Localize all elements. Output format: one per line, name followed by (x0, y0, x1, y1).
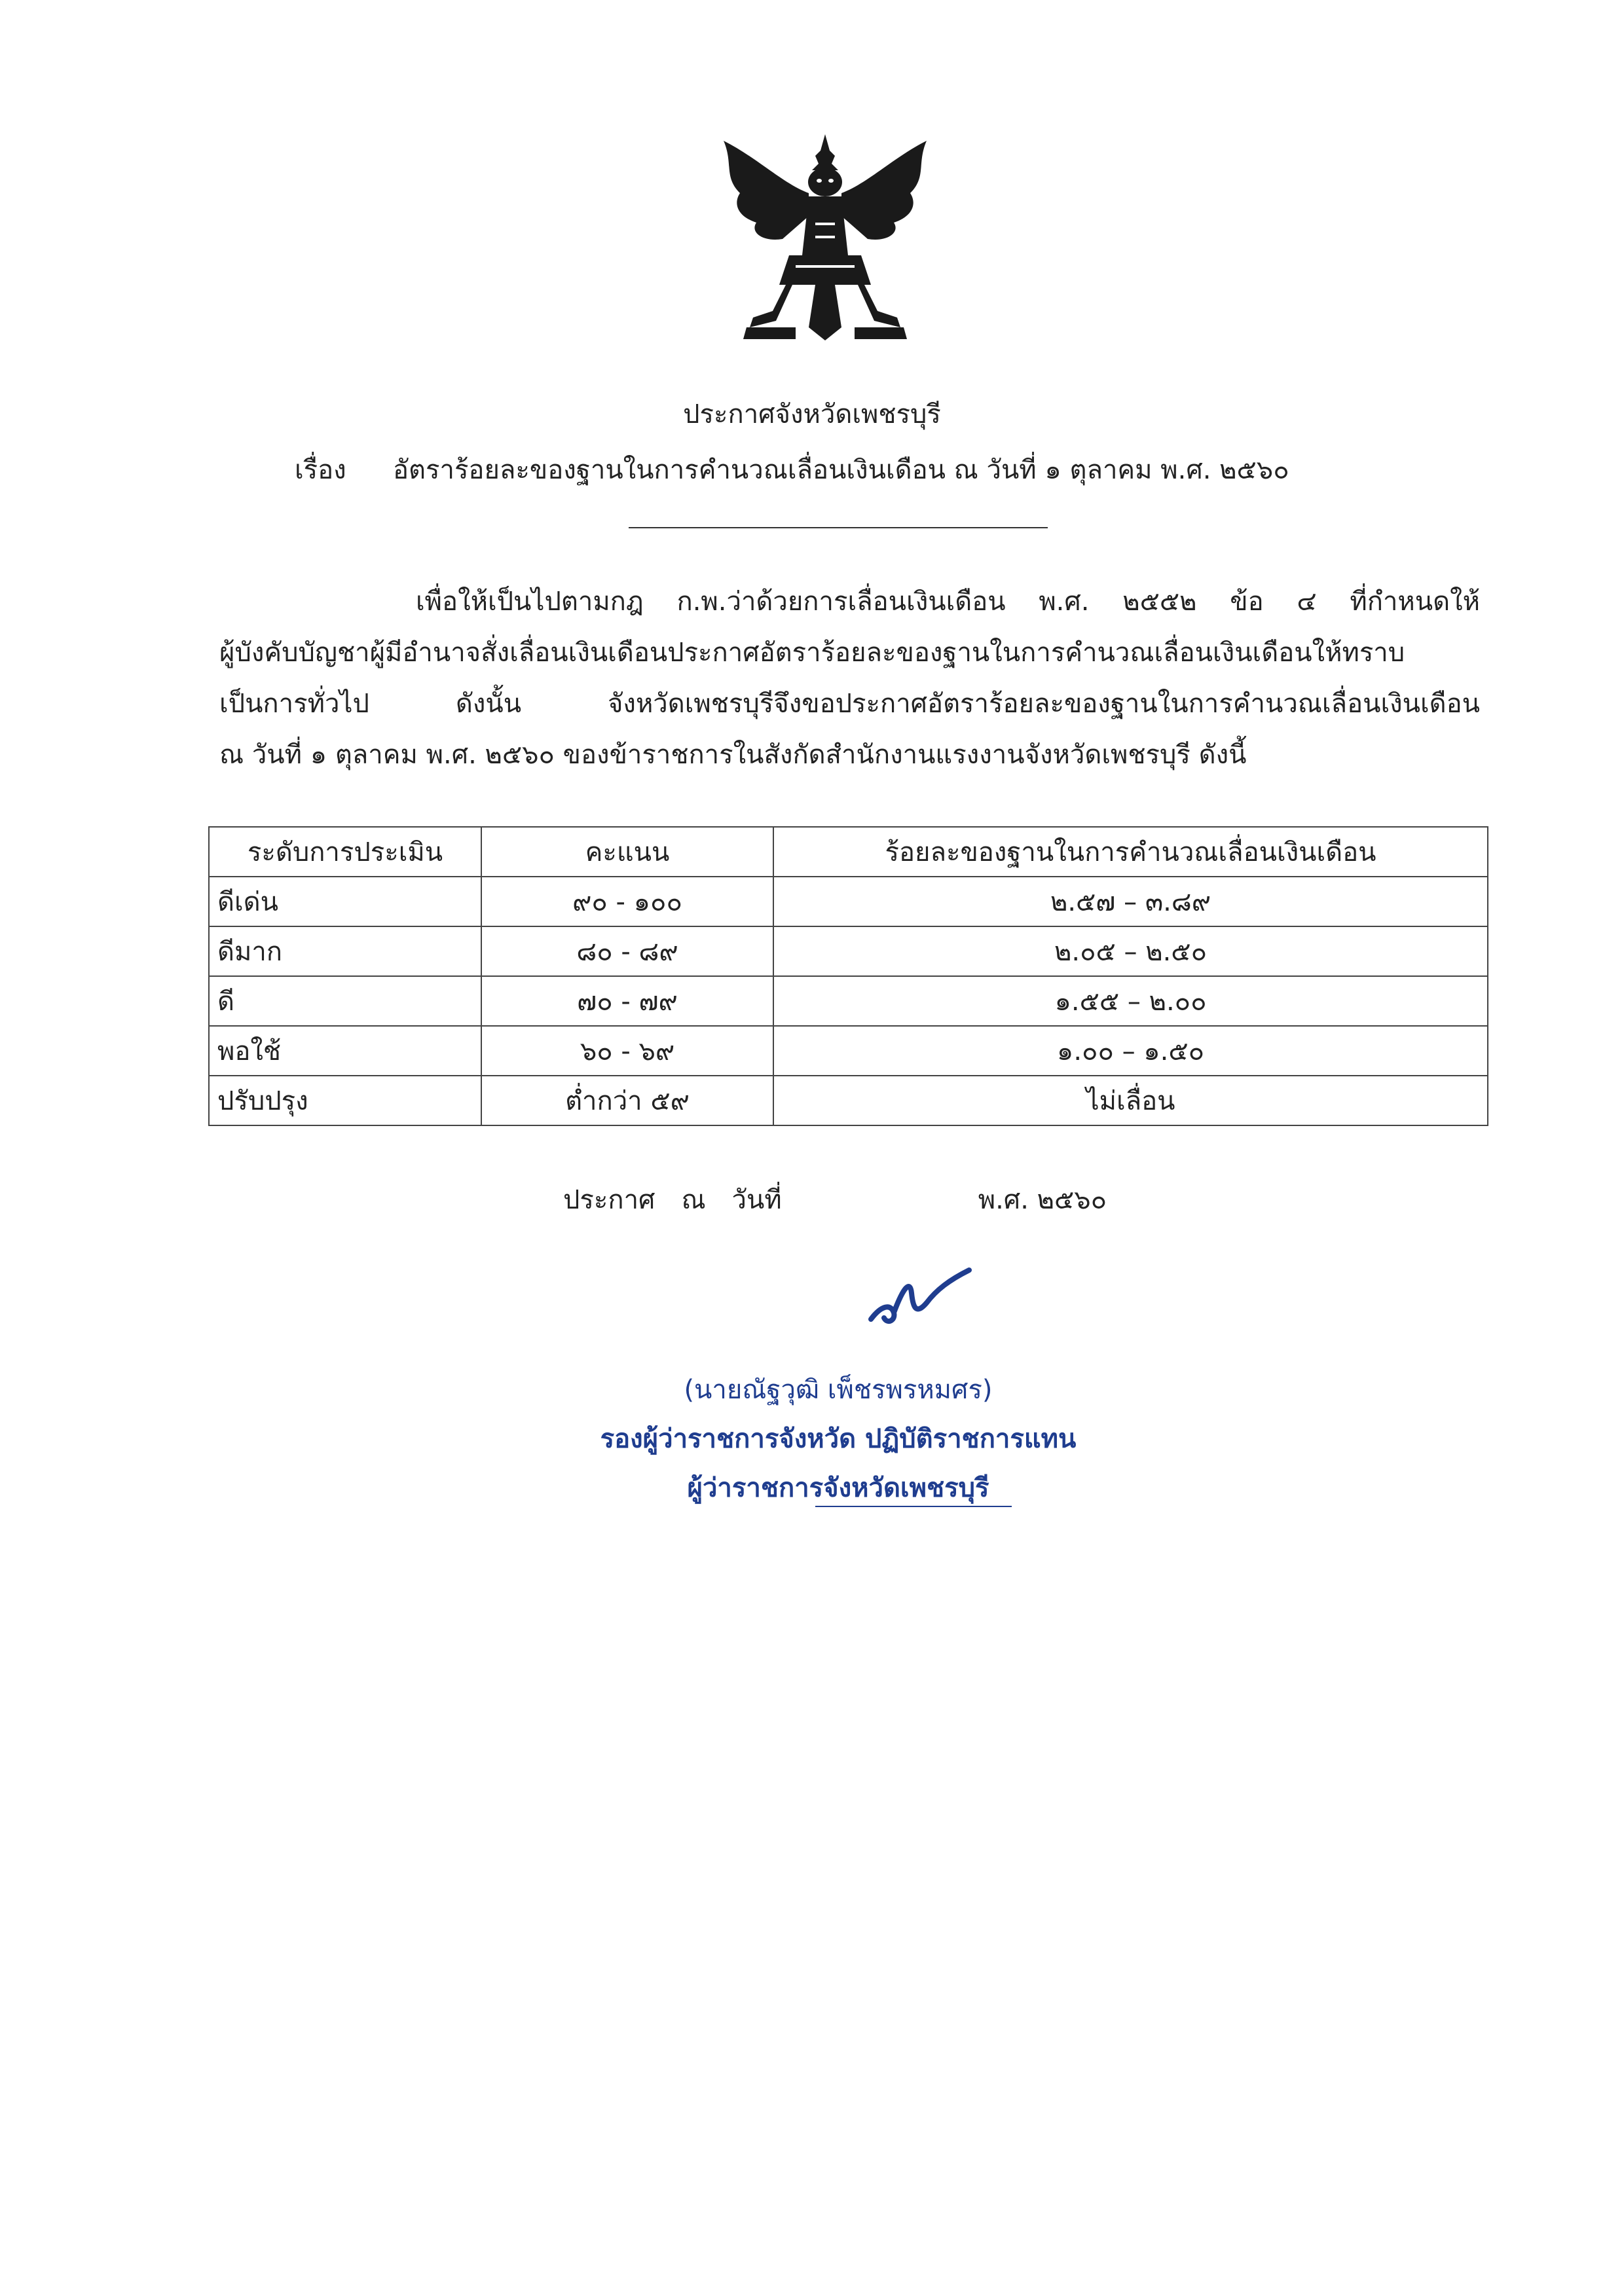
cell-percentage: ๑.๐๐ – ๑.๕๐ (773, 1026, 1488, 1076)
cell-percentage: ไม่เลื่อน (773, 1076, 1488, 1125)
cell-level: พอใช้ (209, 1026, 481, 1076)
cell-score: ต่ำกว่า ๕๙ (481, 1076, 773, 1125)
table-row (209, 877, 1488, 926)
page-title: ประกาศจังหวัดเพชรบุรี (683, 399, 941, 429)
title-divider (629, 527, 1048, 528)
grading-table (208, 826, 1488, 1126)
table-row (209, 926, 1488, 976)
announcement-year: พ.ศ. ๒๕๖๐ (978, 1185, 1107, 1215)
signatory-underline (815, 1506, 1012, 1507)
subject-label: เรื่อง (295, 455, 346, 485)
cell-score: ๖๐ - ๖๙ (481, 1026, 773, 1076)
header-score: คะแนน (481, 827, 773, 877)
header-level: ระดับการประเมิน (209, 827, 481, 877)
garuda-emblem-icon (710, 131, 940, 347)
cell-score: ๗๐ - ๗๙ (481, 976, 773, 1026)
cell-score: ๙๐ - ๑๐๐ (481, 877, 773, 926)
table-row (209, 1076, 1488, 1125)
announcement-prefix: ประกาศ (563, 1185, 655, 1215)
body-line: เป็นการทั่วไป ดังนั้น จังหวัดเพชรบุรีจึงขอประกาศอัตราร้อยละของฐานในการคำนวณเลื่อนเงินเดือน (219, 689, 1480, 719)
announcement-date-label: วันที่ (731, 1185, 782, 1215)
cell-level: ดีเด่น (209, 877, 481, 926)
cell-percentage: ๑.๕๕ – ๒.๐๐ (773, 976, 1488, 1026)
table-row (209, 1026, 1488, 1076)
header-percentage: ร้อยละของฐานในการคำนวณเลื่อนเงินเดือน (773, 827, 1488, 877)
body-line: ณ วันที่ ๑ ตุลาคม พ.ศ. ๒๕๖๐ ของข้าราชการในสังกัดสำนักงานแรงงานจังหวัดเพชรบุรี ดังนี้ (219, 740, 1247, 770)
cell-level: ดี (209, 976, 481, 1026)
body-paragraph (219, 576, 1480, 780)
cell-level: ปรับปรุง (209, 1076, 481, 1125)
table-header-row (209, 827, 1488, 877)
handwritten-signature (864, 1267, 976, 1332)
announcement-at: ณ (681, 1185, 706, 1215)
body-line: เพื่อให้เป็นไปตามกฎ ก.พ.ว่าด้วยการเลื่อนเงินเดือน พ.ศ. ๒๕๕๒ ข้อ ๔ ที่กำหนดให้ (416, 587, 1481, 617)
subject-text: อัตราร้อยละของฐานในการคำนวณเลื่อนเงินเดือน ณ วันที่ ๑ ตุลาคม พ.ศ. ๒๕๖๐ (393, 455, 1289, 485)
cell-percentage: ๒.๐๕ – ๒.๕๐ (773, 926, 1488, 976)
body-line: ผู้บังคับบัญชาผู้มีอำนาจสั่งเลื่อนเงินเดือนประกาศอัตราร้อยละของฐานในการคำนวณเลื่อนเงินเดือนให้ทราบ (219, 638, 1405, 668)
table-row (209, 976, 1488, 1026)
signatory-office: ผู้ว่าราชการจังหวัดเพชรบุรี (687, 1473, 989, 1503)
signatory-position: รองผู้ว่าราชการจังหวัด ปฏิบัติราชการแทน (600, 1424, 1077, 1454)
cell-score: ๘๐ - ๘๙ (481, 926, 773, 976)
announcement-line (563, 1178, 1107, 1220)
cell-percentage: ๒.๕๗ – ๓.๘๙ (773, 877, 1488, 926)
cell-level: ดีมาก (209, 926, 481, 976)
subject-line (295, 448, 1289, 490)
signatory-name: (นายณัฐวุฒิ เพ็ชรพรหมศร) (684, 1375, 993, 1405)
